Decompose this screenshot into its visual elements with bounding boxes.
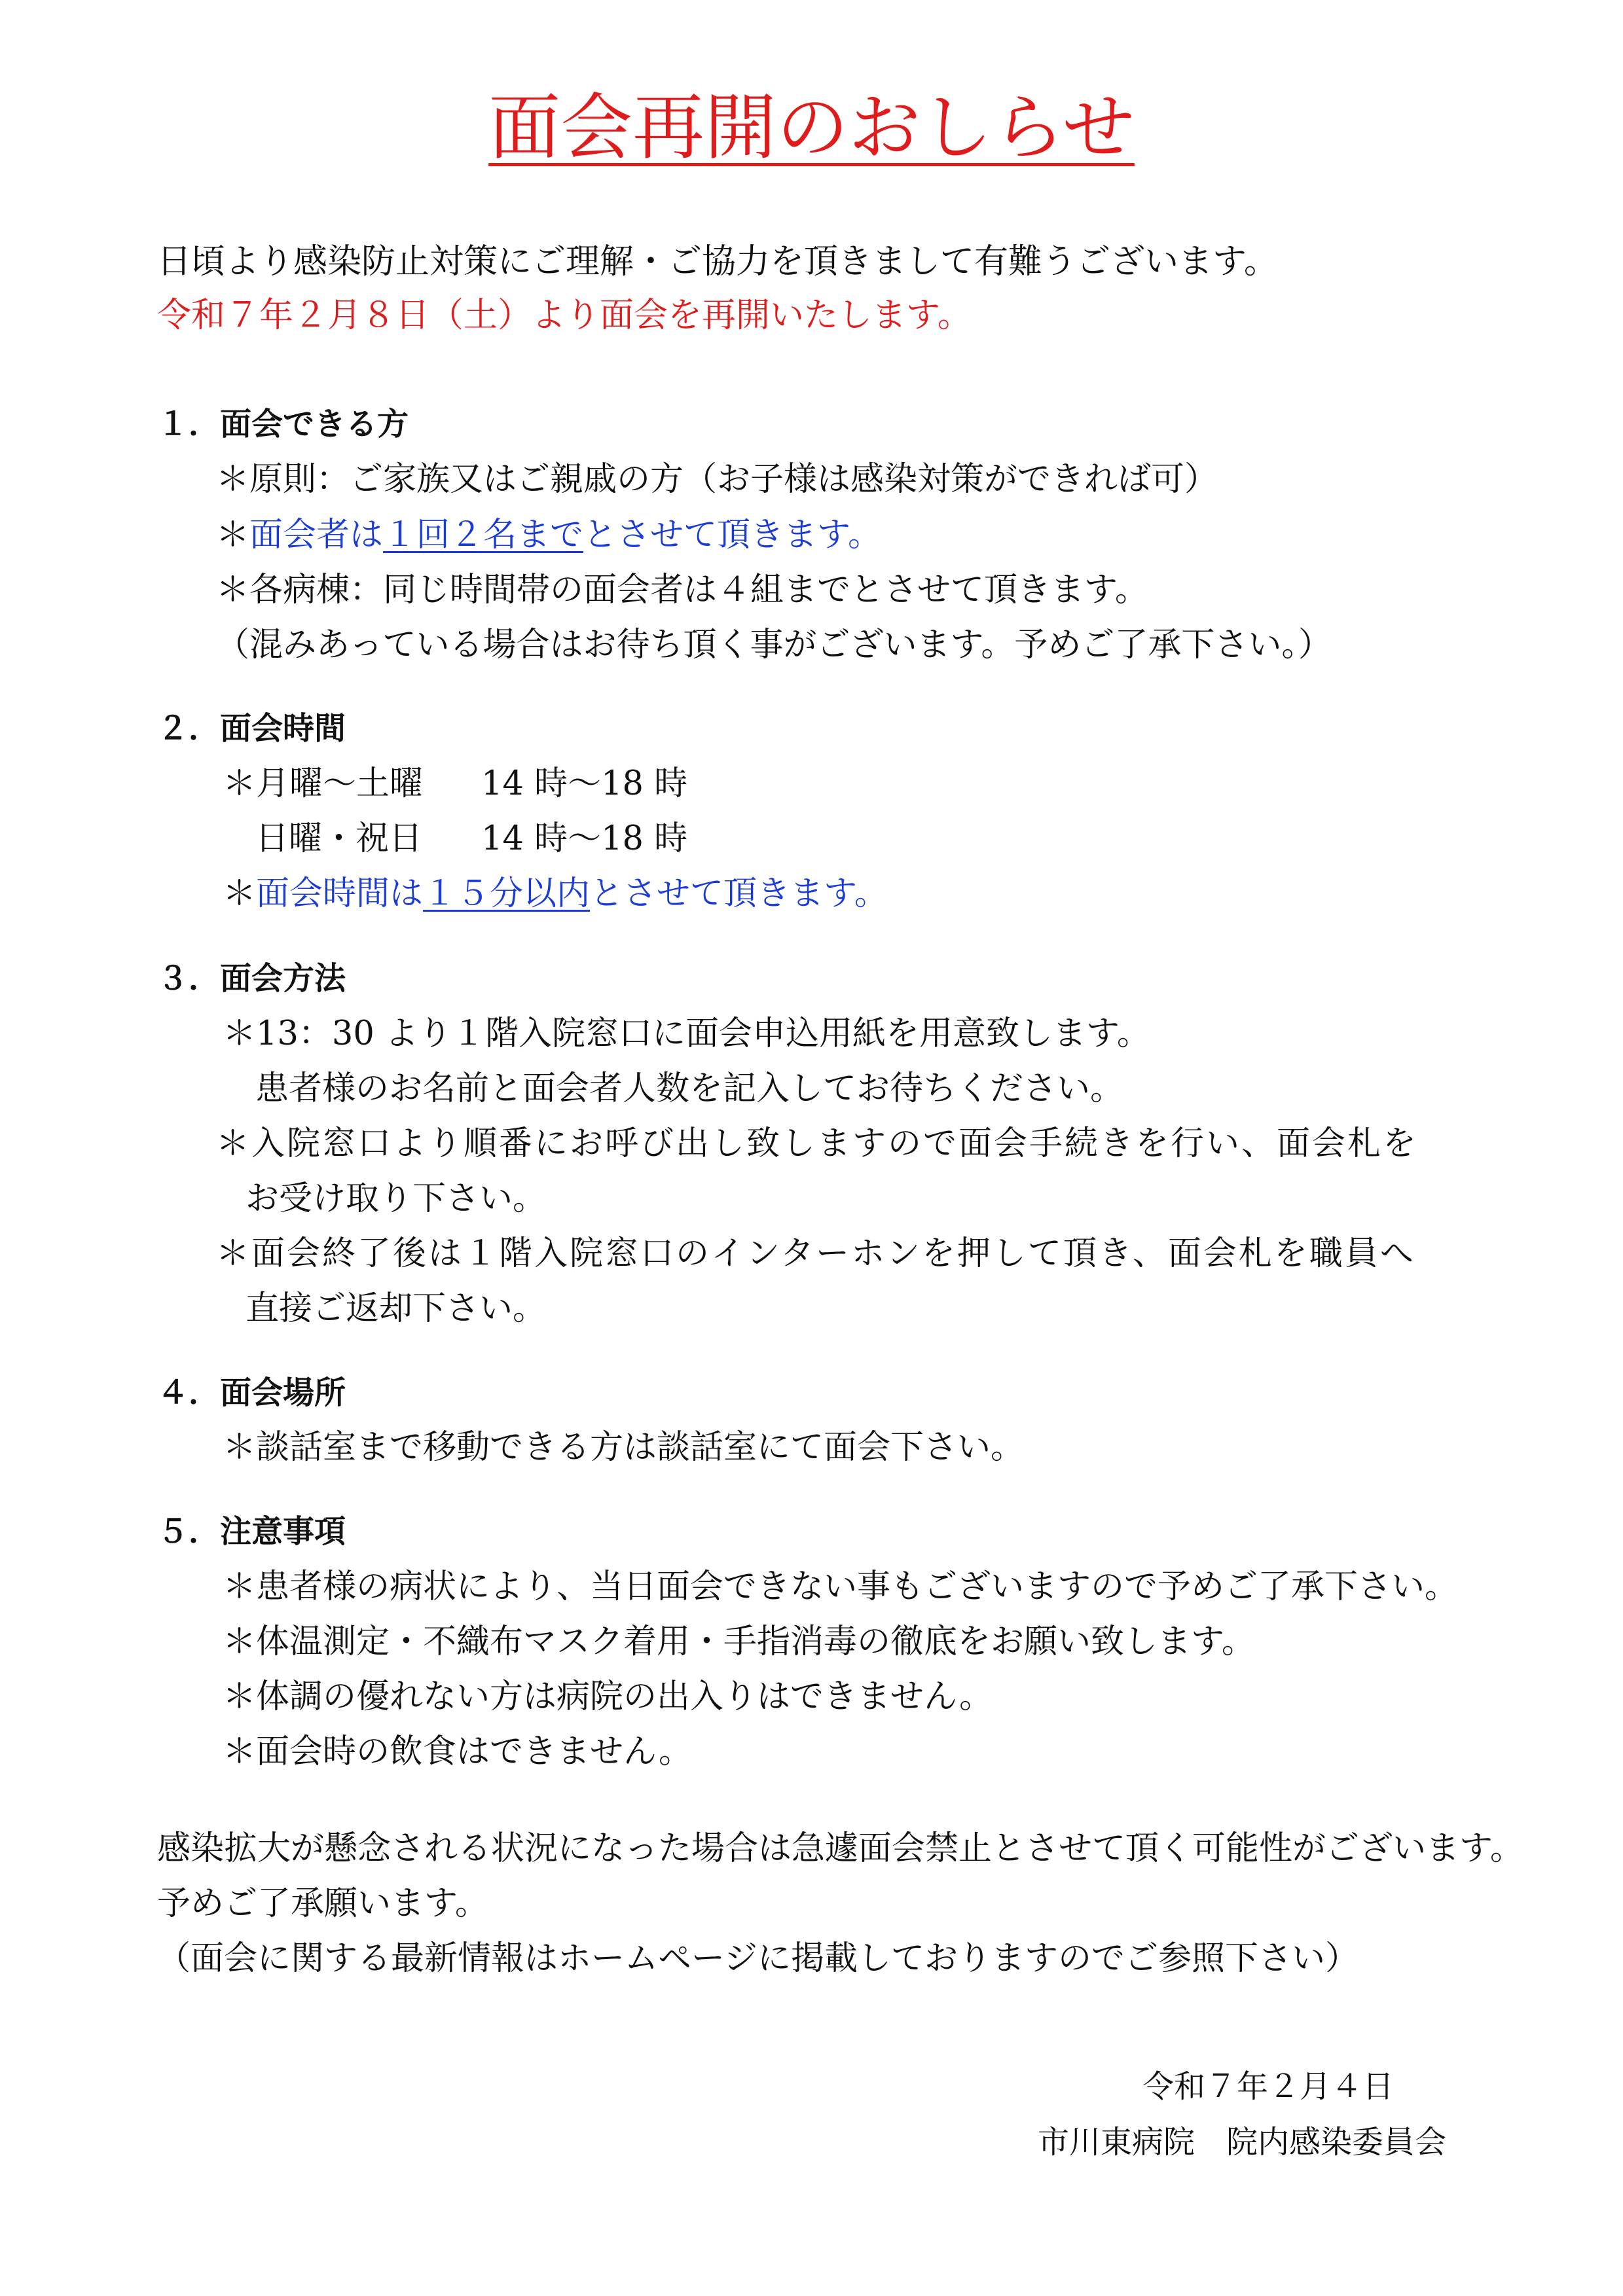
duration-text-a: 面会時間は [256, 874, 424, 913]
section3-item-return: ＊面会終了後は１階入院窓口のインターホンを押して頂き、面会札を職員へ [216, 1234, 1415, 1273]
closing-line-1: 感染拡大が懸念される状況になった場合は急遽面会禁止とさせて頂く可能性がございます。 [157, 1829, 1523, 1868]
holiday-label: 日曜・祝日 [255, 819, 423, 858]
holiday-hours: 14 時～18 時 [481, 819, 688, 858]
page-title: 面会再開のおしらせ [488, 86, 1135, 170]
intro-reopen-date: 令和７年２月８日（土）より面会を再開いたします。 [157, 296, 972, 335]
visitor-limit-text-a: 面会者は [249, 516, 384, 554]
section5-item-hygiene: ＊体温測定・不織布マスク着用・手指消毒の徹底をお願い致します。 [223, 1623, 1255, 1661]
section1-item-crowding-note: （混みあっている場合はお待ち頂く事がございます。予めご了承下さい。） [216, 626, 1332, 664]
section2-heading: ２．面会時間 [157, 710, 346, 747]
section5-item-unwell: ＊体調の優れない方は病院の出入りはできません。 [223, 1677, 993, 1716]
weekday-hours: 14 時～18 時 [481, 764, 688, 803]
section3-item-call: ＊入院窓口より順番にお呼び出し致しますので面会手続きを行い、面会札を [216, 1124, 1419, 1163]
duration-text-c: とさせて頂きます。 [590, 874, 888, 913]
section5-item-condition: ＊患者様の病状により、当日面会できない事もございますので予めご了承下さい。 [223, 1568, 1459, 1606]
section3-item-return-cont: 直接ご返却下さい。 [246, 1289, 547, 1328]
section3-item-call-cont: お受け取り下さい。 [246, 1179, 547, 1218]
visitor-limit-text-c: とさせて頂きます。 [583, 516, 881, 554]
visitor-limit-emphasis: １回２名まで [383, 516, 584, 554]
issuer: 市川東病院 院内感染委員会 [1038, 2124, 1447, 2161]
section4-item-lounge: ＊談話室まで移動できる方は談話室にて面会下さい。 [223, 1428, 1025, 1467]
section1-item-ward-limit: ＊各病棟：同じ時間帯の面会者は４組までとさせて頂きます。 [216, 571, 1148, 609]
visit-duration-note [223, 874, 888, 914]
section3-heading: ３．面会方法 [157, 960, 346, 997]
section5-heading: ５．注意事項 [157, 1513, 346, 1550]
section4-heading: ４．面会場所 [157, 1374, 346, 1411]
closing-line-2: 予めご了承願います。 [157, 1884, 488, 1923]
issue-date: 令和７年２月４日 [1142, 2068, 1395, 2105]
section1-item-visitor-limit [216, 516, 881, 555]
asterisk: ＊ [223, 874, 257, 913]
weekday-label: ＊月曜～土曜 [223, 764, 424, 803]
intro-line-1: 日頃より感染防止対策にご理解・ご協力を頂きまして有難うございます。 [157, 242, 1278, 281]
section3-item-form-cont: 患者様のお名前と面会者人数を記入してお待ちください。 [255, 1069, 1124, 1108]
asterisk: ＊ [216, 516, 250, 554]
duration-emphasis: １５分以内 [423, 874, 591, 913]
section5-item-eating: ＊面会時の飲食はできません。 [223, 1732, 693, 1771]
section1-item-principle: ＊原則：ご家族又はご親戚の方（お子様は感染対策ができれば可） [216, 460, 1218, 499]
closing-line-3: （面会に関する最新情報はホームページに掲載しておりますのでご参照下さい） [157, 1939, 1359, 1978]
section3-item-form: ＊13：30 より１階入院窓口に面会申込用紙を用意致します。 [223, 1014, 1150, 1053]
section1-heading: １．面会できる方 [157, 406, 409, 442]
